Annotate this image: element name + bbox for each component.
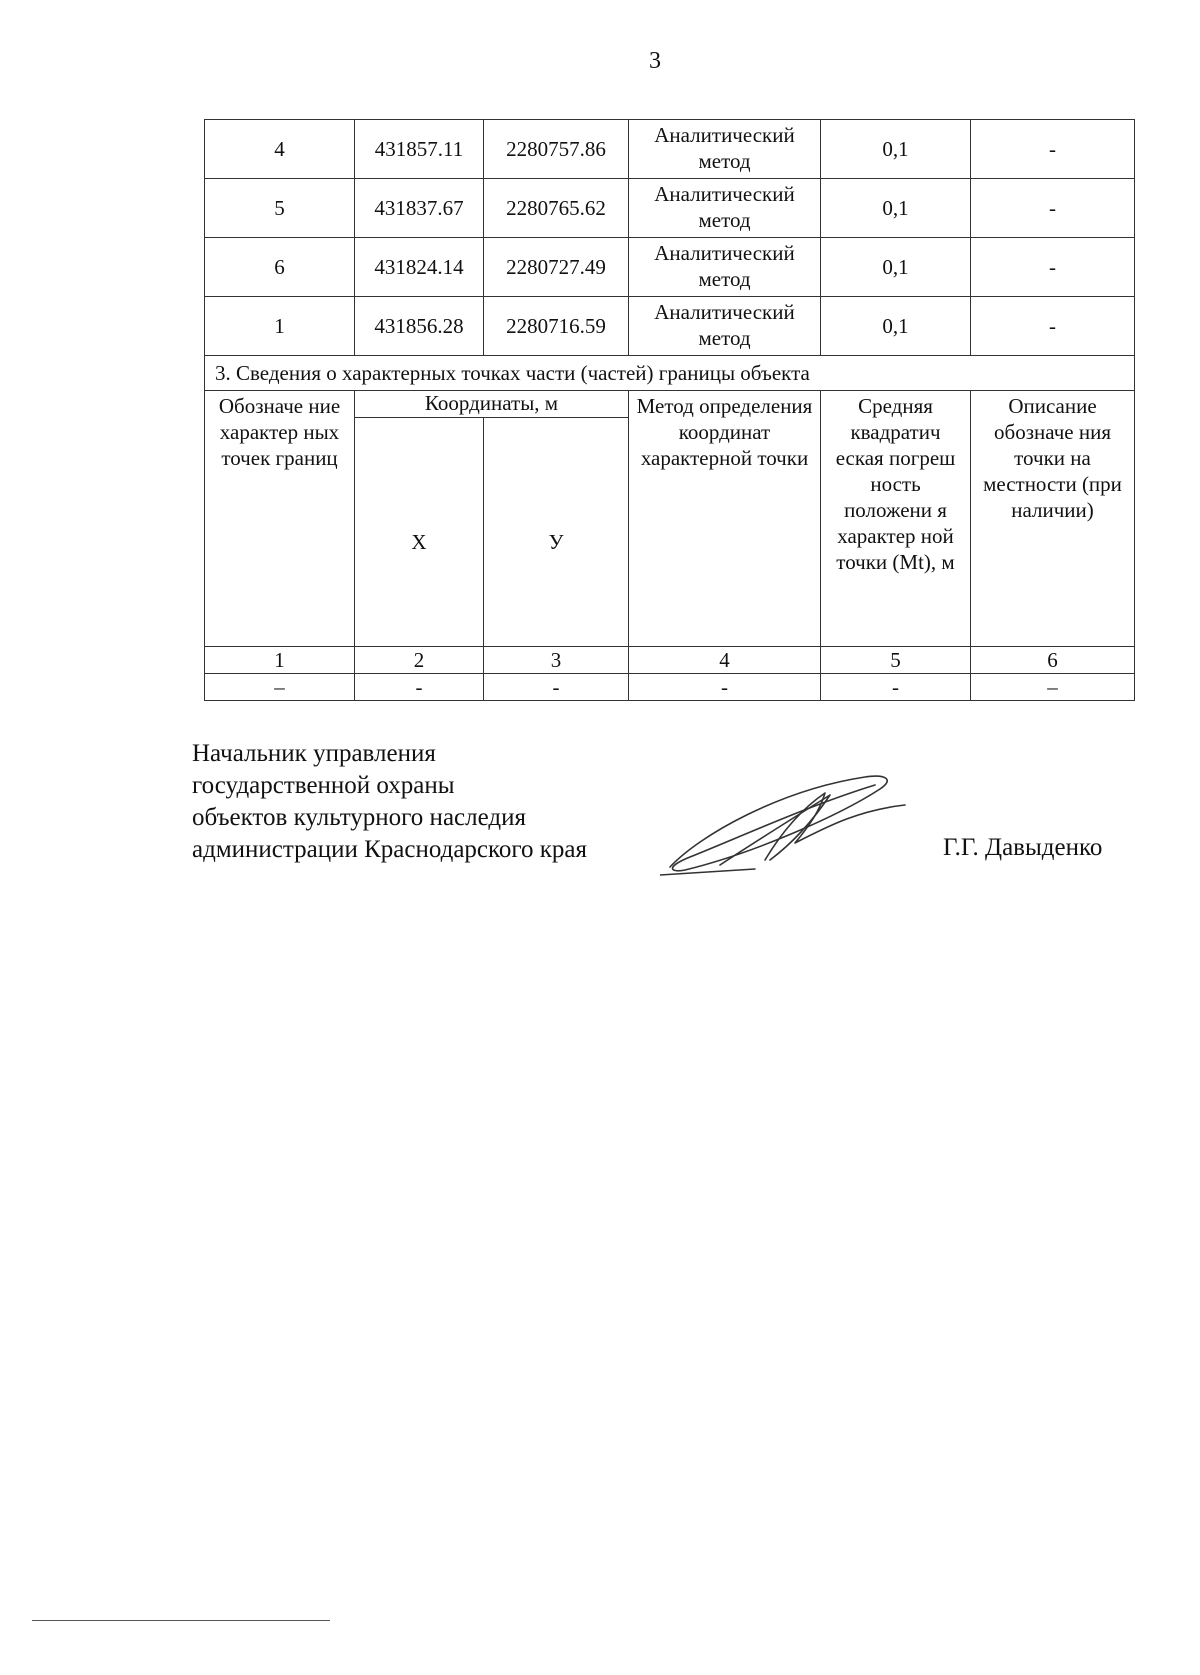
section-title: 3. Сведения о характерных точках части (частей) границы объекта [205, 356, 1135, 391]
x-coordinate-cell: 431824.14 [355, 238, 484, 297]
section-title-row [205, 356, 1135, 391]
table-row [205, 179, 1135, 238]
header-point-designation: Обозначе ние характер ных точек границ [205, 391, 355, 647]
header-row [205, 391, 1135, 418]
empty-cell: – [971, 674, 1135, 701]
description-cell: - [971, 238, 1135, 297]
column-number-row [205, 647, 1135, 674]
column-number: 6 [971, 647, 1135, 674]
header-description: Описание обозначе ния точки на местности (при наличии) [971, 391, 1135, 647]
description-cell: - [971, 297, 1135, 356]
column-number: 2 [355, 647, 484, 674]
mt-cell: 0,1 [821, 179, 971, 238]
header-y: У [484, 418, 629, 647]
table-row [205, 674, 1135, 701]
point-number-cell: 6 [205, 238, 355, 297]
header-method: Метод определения координат характерной точки [629, 391, 821, 647]
x-coordinate-cell: 431857.11 [355, 120, 484, 179]
position-line: государственной охраны [192, 772, 455, 799]
header-coordinates: Координаты, м [355, 391, 629, 418]
empty-cell: – [205, 674, 355, 701]
column-number: 1 [205, 647, 355, 674]
coordinates-table [204, 119, 1135, 701]
position-line: Начальник управления [192, 740, 436, 767]
method-cell: Аналитический метод [629, 120, 821, 179]
column-number: 5 [821, 647, 971, 674]
empty-cell: - [629, 674, 821, 701]
point-number-cell: 5 [205, 179, 355, 238]
y-coordinate-cell: 2280727.49 [484, 238, 629, 297]
mt-cell: 0,1 [821, 120, 971, 179]
empty-cell: - [821, 674, 971, 701]
x-coordinate-cell: 431837.67 [355, 179, 484, 238]
mt-cell: 0,1 [821, 297, 971, 356]
page-number: 3 [649, 48, 661, 74]
signatory-position [192, 738, 587, 866]
column-number: 4 [629, 647, 821, 674]
y-coordinate-cell: 2280716.59 [484, 297, 629, 356]
description-cell: - [971, 120, 1135, 179]
header-x: Х [355, 418, 484, 647]
point-number-cell: 4 [205, 120, 355, 179]
y-coordinate-cell: 2280765.62 [484, 179, 629, 238]
position-line: объектов культурного наследия [192, 804, 526, 831]
footnote-divider [32, 1620, 330, 1621]
column-number: 3 [484, 647, 629, 674]
method-cell: Аналитический метод [629, 297, 821, 356]
method-cell: Аналитический метод [629, 179, 821, 238]
description-cell: - [971, 179, 1135, 238]
header-mt: Средняя квадратич еская погреш ность положени я характер ной точки (Mt), м [821, 391, 971, 647]
table-row [205, 238, 1135, 297]
mt-cell: 0,1 [821, 238, 971, 297]
point-number-cell: 1 [205, 297, 355, 356]
signer-name: Г.Г. Давыденко [943, 834, 1103, 861]
table-row [205, 120, 1135, 179]
position-line: администрации Краснодарского края [192, 836, 588, 863]
y-coordinate-cell: 2280757.86 [484, 120, 629, 179]
empty-cell: - [355, 674, 484, 701]
empty-cell: - [484, 674, 629, 701]
method-cell: Аналитический метод [629, 238, 821, 297]
table-row [205, 297, 1135, 356]
handwritten-signature [660, 765, 910, 885]
x-coordinate-cell: 431856.28 [355, 297, 484, 356]
